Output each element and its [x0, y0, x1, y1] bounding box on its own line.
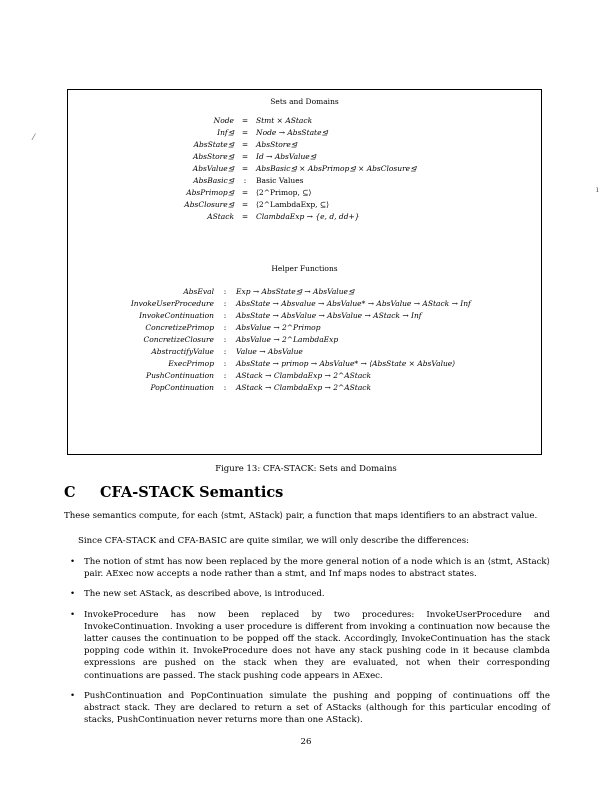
sets-lhs: Node [213, 116, 234, 125]
helper-row [76, 310, 471, 322]
sets-op: = [241, 140, 249, 149]
helper-rhs: Exp → AbsState⊴ → AbsValue⊴ [236, 287, 355, 296]
sets-row [128, 211, 416, 223]
sets-row [128, 115, 416, 127]
helper-row [76, 346, 471, 358]
helper-op: : [223, 335, 227, 344]
bullet-text: The notion of stmt has now been replaced by the more general notion of a node which is an ⟨stmt, AStack⟩ pair. AExec now accepts a node rather than a stmt, and Inf maps nodes to abstract states. [84, 557, 550, 580]
helper-row [76, 334, 471, 346]
helper-op: : [223, 323, 227, 332]
paragraph-differences: Since CFA-STACK and CFA-BASIC are quite similar, we will only describe the differences: [78, 536, 470, 546]
sets-lhs: AbsState⊴ [193, 140, 234, 149]
sets-rhs: Id → AbsValue⊴ [256, 152, 317, 161]
paragraph-intro: These semantics compute, for each ⟨stmt, AStack⟩ pair, a function that maps identifiers to an abstract value. [64, 511, 538, 521]
sets-op: : [243, 176, 247, 185]
helper-row [76, 286, 471, 298]
sets-rhs: AbsStore⊴ [256, 140, 298, 149]
helper-row [76, 382, 471, 394]
helper-lhs: InvokeUserProcedure [130, 299, 214, 308]
helper-op: : [223, 299, 227, 308]
margin-mark-left: ⁄ [33, 133, 35, 142]
sets-lhs: Inf⊴ [217, 128, 234, 137]
bullet-text: InvokeProcedure has now been replaced by two procedures: InvokeUserProcedure and InvokeContinuation. Invoking a user procedure is different from invoking a continuation now because the latter causes the continuation to be popped off the stack. Accordingly, InvokeContinuation has the stack popping code within it. InvokeProcedure does not have any stack pushing code in it because clambda expressions are pushed on the stack when they are evaluated, not when their corresponding continuations are passed. The stack pushing code appears in AExec. [84, 609, 550, 681]
helper-lhs: PopContinuation [150, 383, 214, 392]
sets-rhs: ⟨2^Primop, ⊆⟩ [256, 188, 312, 197]
sets-op: = [241, 188, 249, 197]
sets-row [128, 151, 416, 163]
sets-lhs: AbsStore⊴ [192, 152, 234, 161]
helper-lhs: PushContinuation [146, 371, 214, 380]
sets-rhs: AbsBasic⊴ × AbsPrimop⊴ × AbsClosure⊴ [256, 164, 417, 173]
helper-rhs: AbsValue → 2^Primop [236, 323, 321, 332]
section-heading [64, 484, 283, 501]
figure-caption: Figure 13: CFA-STACK: Sets and Domains [215, 464, 397, 474]
helper-lhs: AbsEval [183, 287, 214, 296]
helper-lhs: AbstractifyValue [151, 347, 214, 356]
helper-rhs: AbsState → AbsValue → AbsValue → AStack → Inf [236, 311, 422, 320]
sets-op: = [241, 116, 249, 125]
sets-table [128, 115, 416, 223]
helper-rhs: AbsState → Absvalue → AbsValue* → AbsValue → AStack → Inf [236, 299, 471, 308]
helper-rhs: AbsValue → 2^LambdaExp [236, 335, 339, 344]
sets-row [128, 163, 416, 175]
helper-rhs: Value → AbsValue [236, 347, 303, 356]
bullet-dot: • [70, 589, 76, 600]
helper-row [76, 370, 471, 382]
list-item [64, 690, 550, 727]
sets-rhs: ClambdaExp → {e, d, dd+} [256, 212, 360, 221]
helper-row [76, 298, 471, 310]
sets-lhs: AbsValue⊴ [192, 164, 234, 173]
sets-rhs: Node → AbsState⊴ [256, 128, 328, 137]
figure-box [67, 89, 542, 455]
helpers-title: Helper Functions [271, 264, 338, 273]
sets-row [128, 187, 416, 199]
section-letter: C [64, 484, 76, 501]
helpers-table [76, 286, 471, 394]
sets-rhs: Stmt × AStack [256, 116, 313, 125]
sets-row [128, 139, 416, 151]
helper-lhs: ConcretizeClosure [143, 335, 214, 344]
sets-lhs: AbsPrimop⊴ [186, 188, 234, 197]
sets-lhs: AbsClosure⊴ [184, 200, 234, 209]
sets-row [128, 175, 416, 187]
bullet-dot: • [70, 690, 76, 701]
sets-op: = [241, 128, 249, 137]
helper-rhs: AbsState → primop → AbsValue* → ⟨AbsState × AbsValue⟩ [236, 359, 456, 368]
sets-rhs: Basic Values [256, 176, 304, 185]
sets-rhs: ⟨2^LambdaExp, ⊆⟩ [256, 200, 330, 209]
sets-op: = [241, 164, 249, 173]
page-number: 26 [300, 737, 312, 747]
sets-op: = [241, 152, 249, 161]
sets-row [128, 199, 416, 211]
bullet-dot: • [70, 557, 76, 567]
helper-rhs: AStack → ClambdaExp → 2^AStack [236, 383, 372, 392]
bullet-text: PushContinuation and PopContinuation simulate the pushing and popping of continuations off the abstract stack. They are declared to return a set of AStacks (although for this particular encoding of stacks, PushContinuation never returns more than one AStack). [84, 690, 550, 726]
sets-op: = [241, 212, 249, 221]
list-item [64, 609, 550, 682]
helper-op: : [223, 383, 227, 392]
helper-row [76, 322, 471, 334]
helper-rhs: AStack → ClambdaExp → 2^AStack [236, 371, 372, 380]
helper-op: : [223, 287, 227, 296]
helper-op: : [223, 347, 227, 356]
list-item [64, 588, 550, 600]
list-item [64, 556, 550, 580]
sets-lhs: AbsBasic⊴ [193, 176, 234, 185]
helper-op: : [223, 359, 227, 368]
helper-op: : [223, 371, 227, 380]
bullet-dot: • [70, 609, 76, 620]
sets-op: = [241, 200, 249, 209]
sets-row [128, 127, 416, 139]
helper-row [76, 358, 471, 370]
bullet-list [64, 556, 554, 734]
helper-lhs: ExecPrimop [168, 359, 214, 368]
margin-mark-right: ı [596, 185, 599, 194]
sets-lhs: AStack [207, 212, 234, 221]
helper-op: : [223, 311, 227, 320]
section-title: CFA-STACK Semantics [100, 484, 284, 501]
sets-title: Sets and Domains [270, 97, 339, 106]
bullet-text: The new set AStack, as described above, is introduced. [84, 589, 325, 600]
helper-lhs: ConcretizePrimop [145, 323, 214, 332]
helper-lhs: InvokeContinuation [139, 311, 214, 320]
